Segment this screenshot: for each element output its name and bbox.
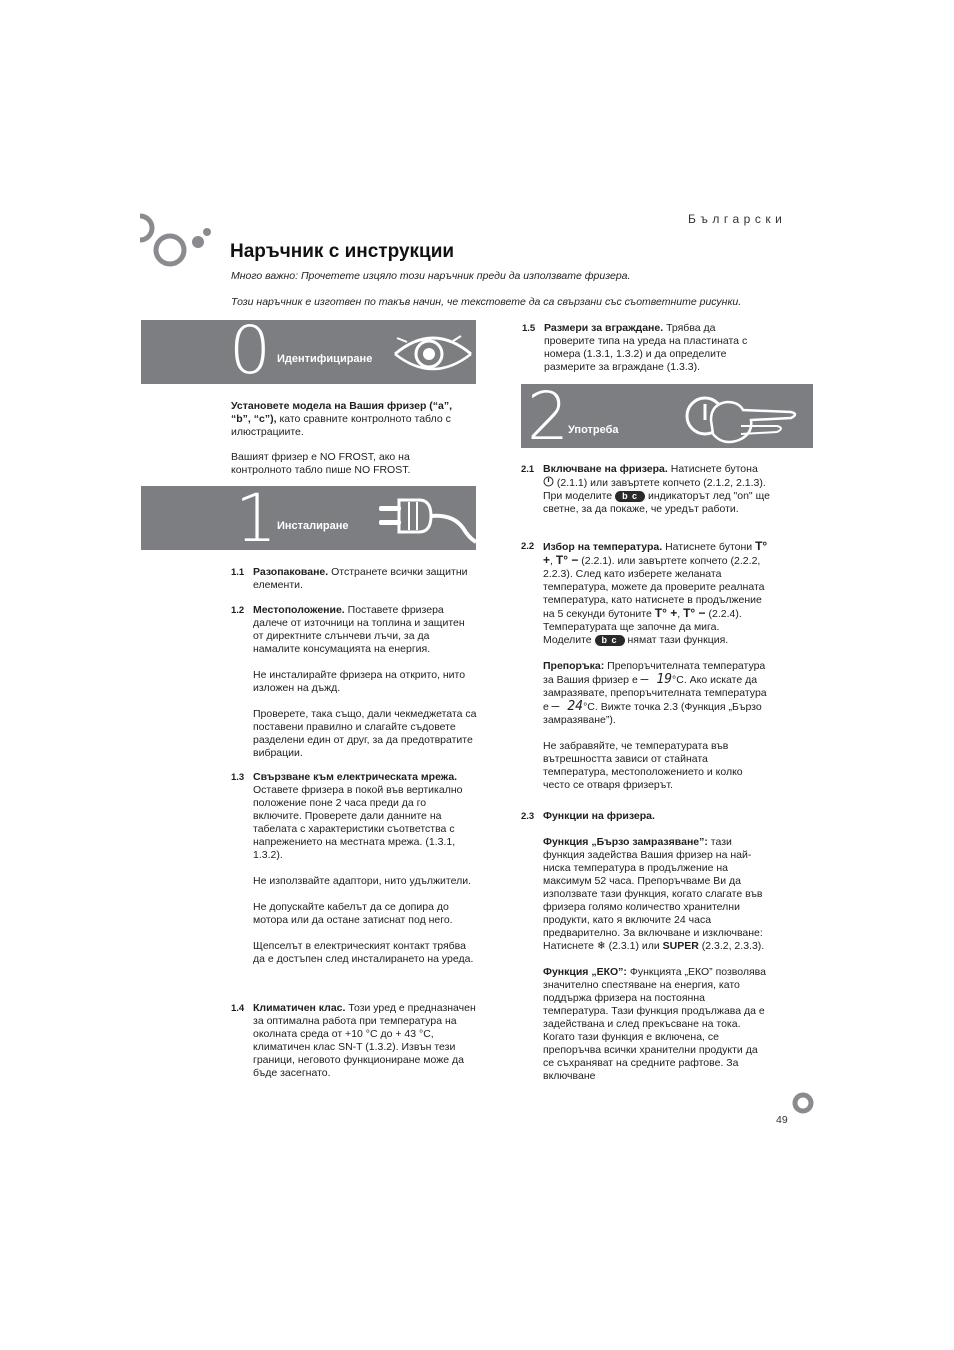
item-heading: Местоположение.	[253, 604, 345, 616]
item-extra: Щепселът в електрическият контакт трябва да е достъпен след инсталирането на уреда.	[253, 940, 474, 965]
item-text: (2.2.4). Температурата ще започне да мига. Моделите	[543, 608, 742, 646]
temp-plus-symbol: T° +	[654, 606, 678, 620]
item-number: 1.5	[522, 323, 536, 334]
eye-icon	[391, 326, 476, 378]
section-1-banner	[141, 486, 476, 550]
item-text: Оставете фризера в покой във вертикално положение поне 2 часа преди да го включите. Проверете дали данните на табелата с характеристики съответства с напрежението на местната мрежа. (1.3.1, 1.3.2).	[253, 784, 463, 861]
item-heading: Климатичен клас.	[253, 1002, 346, 1014]
item-number: 2.2	[521, 541, 535, 552]
section-2-title: Употреба	[568, 424, 619, 436]
item-text: (2.2.1). или завъртете копчето (2.2.2, 2.2.3). След като изберете желаната температура, можете да проверите реалната температура, като натиснете в продължение на 5 секунди бутоните	[543, 555, 765, 620]
fast-freeze-text: тази функция задейства Вашия фризер на най-ниска температура в продължение на максимум 52 часа. Препоръчваме Ви да използвате тази функция, когато слагате във фризера голямо количество хранителни продукти, като я включите 24 часа предварително. За включване и изключване: Натиснете	[543, 836, 763, 952]
section-0-title: Идентифициране	[277, 353, 373, 365]
section-2-number: 2	[527, 384, 569, 448]
super-label: SUPER	[662, 940, 699, 952]
section-0-number: 0	[229, 320, 271, 384]
model-bc-badge: b c	[595, 635, 625, 646]
temperature-note: Не забравяйте, че температурата във вътрешността зависи от стайната температура, местоположението и колко често се отваря фризерът.	[543, 740, 743, 791]
eko-heading: Функция „ЕКО”:	[543, 966, 627, 978]
important-note: Много важно: Прочетете изцяло този наръчник преди да използвате фризера.	[231, 270, 631, 282]
item-text: Поставете фризера далече от източници на топлина и защитен от директните слънчеви лъчи, за да намалите консумацията на енергия.	[253, 604, 465, 655]
recommendation-heading: Препоръка:	[543, 660, 605, 672]
item-number: 1.1	[231, 567, 245, 578]
item-text: Отстранете всички защитни елементи.	[253, 566, 468, 591]
model-instruction-bold: Установете модела на Вашия фризер (“a”, “b”, “c”),	[231, 400, 453, 425]
display-value-minus-19: – 19	[640, 672, 673, 687]
item-extra: Проверете, така също, дали чекмеджетата са поставени правилно и слагайте съдовете разделени един от друг, за да предотвратите вибрации.	[253, 708, 477, 759]
recommendation-text: °С. Ако искате да замразявате, препоръчителната температура е	[543, 674, 767, 713]
item-heading: Избор на температура.	[543, 541, 663, 553]
item-extra: Не използвайте адаптори, нито удължители.	[253, 875, 472, 887]
power-button-icon	[543, 476, 554, 487]
no-frost-text: Вашият фризер е NO FROST, ако на контролното табло пише NO FROST.	[231, 451, 411, 476]
fast-freeze-heading: Функция „Бързо замразяване”:	[543, 836, 708, 848]
item-number: 1.2	[231, 605, 245, 616]
item-heading: Разопаковане.	[253, 566, 329, 578]
recommendation-text: °С. Вижте точка 2.3 (Функция „Бързо замразяване”).	[543, 701, 762, 726]
item-number: 1.3	[231, 772, 245, 783]
item-text: (2.1.1) или завъртете копчето (2.1.2, 2.1.3). При моделите	[543, 477, 766, 502]
section-0-banner	[141, 320, 476, 384]
item-heading: Функции на фризера.	[543, 810, 655, 822]
model-bc-badge: b c	[615, 491, 645, 502]
item-number: 2.3	[521, 811, 535, 822]
temp-minus-symbol: T° −	[683, 606, 706, 620]
finger-press-button-icon	[681, 390, 813, 448]
item-text: Този уред е предназначен за оптимална работа при температура на околната среда от +10 °С до + 43 °С, климатичен клас SN-T (1.3.2). Извън тези граници, неговото функциониране може да бъде засегнато.	[253, 1002, 476, 1079]
language-label: Български	[688, 212, 787, 226]
power-plug-icon	[373, 494, 476, 546]
temp-minus-symbol: T° −	[555, 553, 579, 567]
item-extra: Не допускайте кабелът да се допира до мотора или да остане затиснат под него.	[253, 901, 453, 926]
item-number: 2.1	[521, 464, 535, 475]
item-text: Натиснете бутони	[665, 541, 753, 553]
item-text: Натиснете бутона	[670, 463, 758, 475]
eko-text: Функцията „ЕКО” позволява значително спестяване на енергия, като поддържа фризера на постоянна температура. Тази функция продължава да е задействана и след прекъсване на тока. Когато тази функция е включена, се препоръчва всички хранителни продукти да се съхраняват на средните рафтове. За включване	[543, 966, 766, 1082]
page-number: 49	[776, 1114, 788, 1126]
item-number: 1.4	[231, 1003, 245, 1014]
brand-circles-logo	[136, 210, 216, 272]
item-extra: Не инсталирайте фризера на открито, нито изложен на дъжд.	[253, 669, 466, 694]
page-corner-circle-icon	[792, 1092, 814, 1114]
item-heading: Свързване към електрическата мрежа.	[253, 771, 458, 783]
recommendation-text: Препоръчителната температура за Вашия фризер е	[543, 660, 766, 686]
model-instruction-rest: като сравните контролното табло с илюстрациите.	[231, 413, 451, 438]
section-1-title: Инсталиране	[277, 520, 349, 532]
display-value-minus-24: – 24	[551, 699, 584, 714]
section-2-banner	[521, 384, 813, 448]
section-1-number: 1	[235, 486, 277, 550]
fast-freeze-text: (2.3.2, 2.3.3).	[701, 940, 765, 952]
item-text: индикаторът лед "on" ще светне, за да покаже, че уредът работи.	[543, 490, 770, 515]
structure-note: Този наръчник е изготвен по такъв начин, че текстовете да са свързани със съответните рисунки.	[231, 296, 742, 308]
item-text: нямат тази функция.	[627, 634, 729, 646]
page-title: Наръчник с инструкции	[230, 241, 455, 262]
snowflake-icon: ❄	[596, 940, 606, 952]
item-heading: Размери за вграждане.	[544, 322, 664, 334]
temp-plus-symbol: T° +	[543, 539, 768, 567]
model-identification-text	[231, 400, 466, 439]
fast-freeze-text: (2.3.1) или	[608, 940, 660, 952]
item-text: Трябва да проверите типа на уреда на пластината с номера (1.3.1, 1.3.2) и да определите размерите за вграждане (1.3.3).	[544, 322, 748, 373]
item-heading: Включване на фризера.	[543, 463, 668, 475]
